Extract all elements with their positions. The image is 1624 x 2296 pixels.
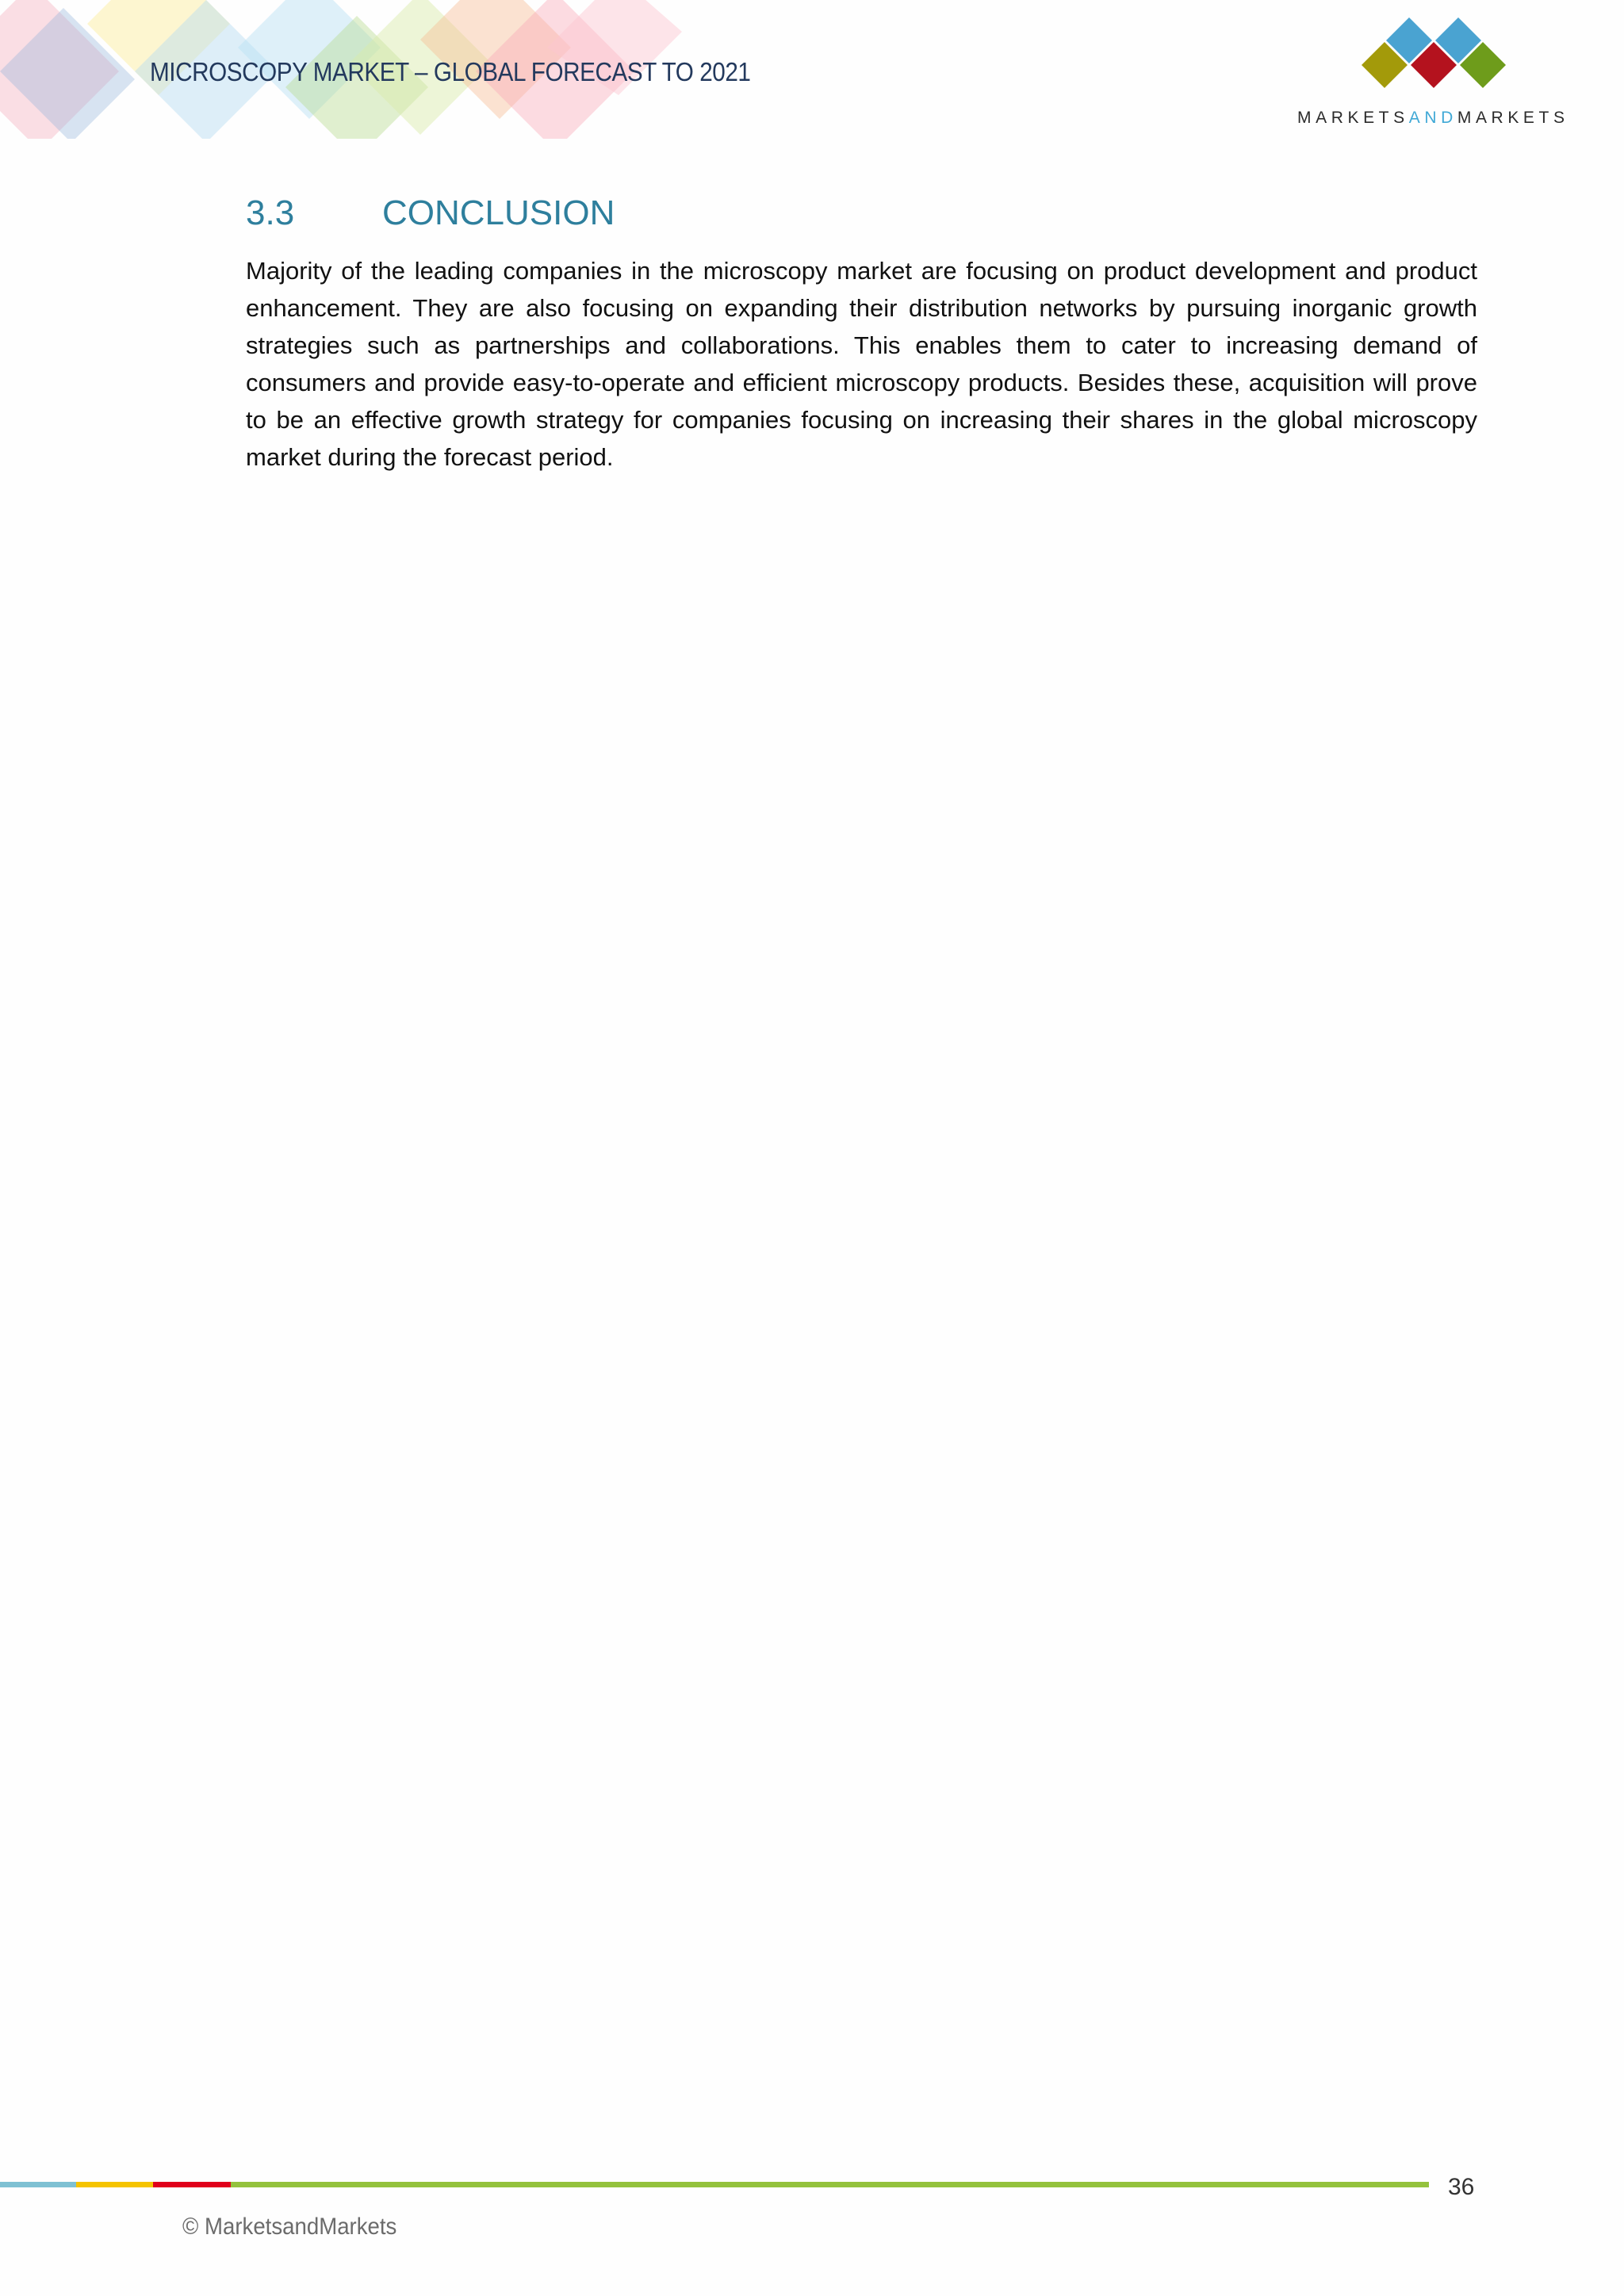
logo-text — [1297, 109, 1578, 128]
section-title: CONCLUSION — [382, 193, 615, 232]
logo-text-markets-2: MARKETS — [1457, 109, 1569, 127]
page-number: 36 — [1448, 2174, 1475, 2200]
section-number: 3.3 — [246, 193, 295, 232]
conclusion-paragraph: Majority of the leading companies in the microscopy market are focusing on product development and product enhancement. They are also focusing on expanding their distribution networks by pursuing inorganic growth strategies such as partnerships and collaborations. This enables them to cater to increasing demand of consumers and provide easy-to-operate and efficient microscopy products. Besides these, acquisition will prove to be an effective growth strategy for companies focusing on increasing their shares in the global microscopy market during the forecast period. — [246, 257, 1477, 471]
marketsandmarkets-logo — [1293, 13, 1578, 127]
section-heading — [246, 193, 615, 233]
copyright-text: © MarketsandMarkets — [182, 2214, 397, 2240]
logo-text-and: AND — [1408, 109, 1457, 127]
logo-diamonds-icon — [1358, 13, 1516, 92]
footer-color-bar — [0, 2182, 1429, 2187]
logo-text-markets: MARKETS — [1297, 109, 1409, 127]
report-title: MICROSCOPY MARKET – GLOBAL FORECAST TO 2021 — [150, 57, 751, 86]
